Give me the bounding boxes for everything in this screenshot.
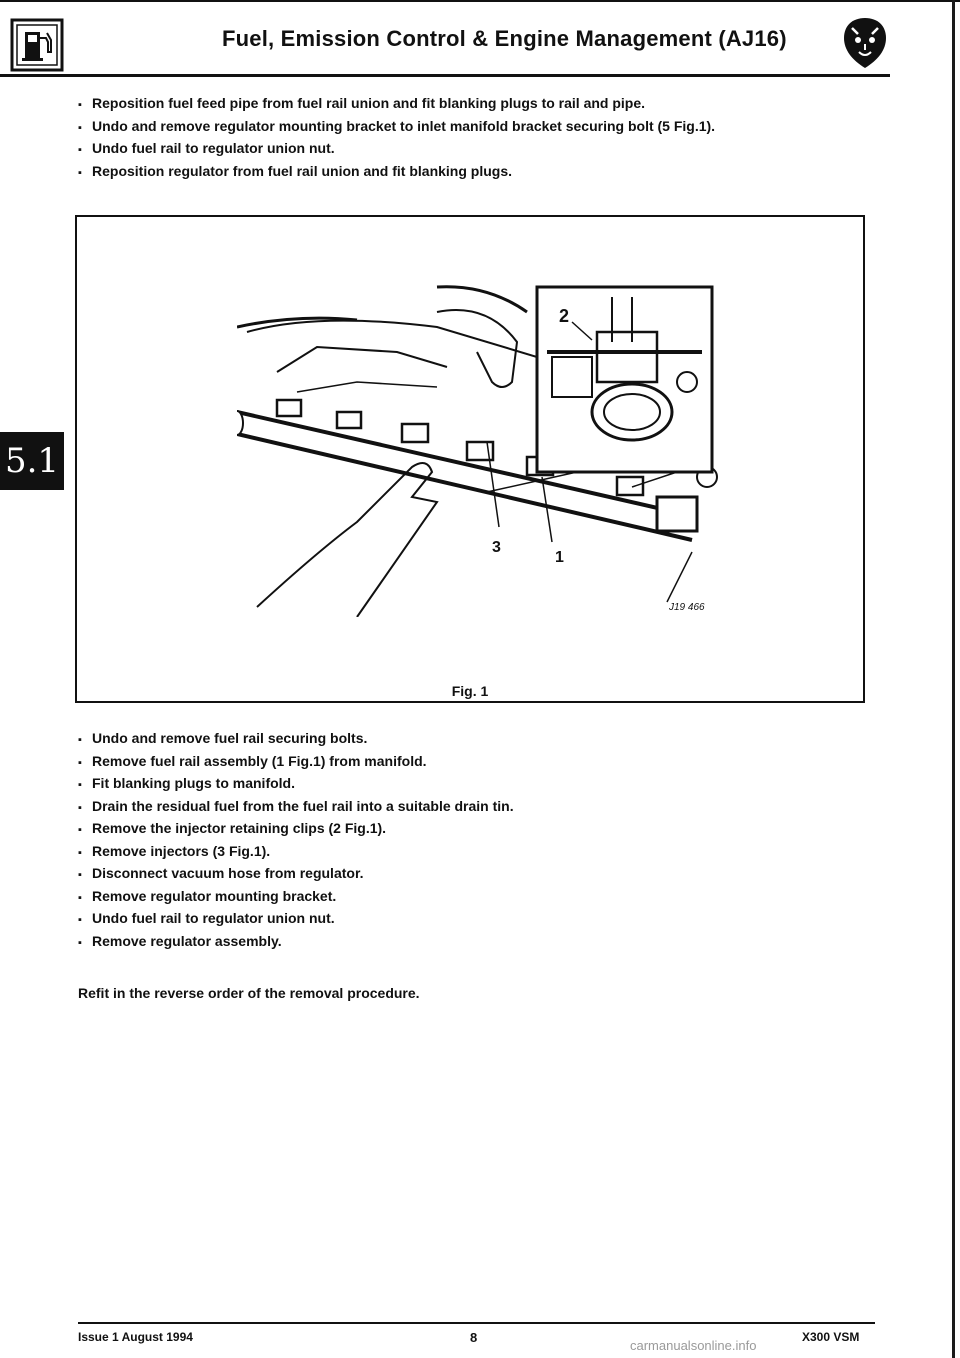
footer-issue: Issue 1 August 1994 — [78, 1330, 193, 1344]
watermark: carmanualsonline.info — [630, 1338, 757, 1353]
list-item: ▪ Remove regulator mounting bracket. — [78, 885, 514, 908]
list-item: ▪ Reposition fuel feed pipe from fuel rail union and fit blanking plugs to rail and pipe. — [78, 92, 715, 115]
callout-1: 1 — [555, 549, 564, 566]
figure-ref-code: J19 466 — [669, 602, 705, 613]
list-item: ▪ Undo fuel rail to regulator union nut. — [78, 907, 514, 930]
fuel-rail-illustration — [237, 272, 727, 617]
fuel-pump-icon — [10, 18, 64, 72]
section-tab: 5.1 — [0, 432, 64, 490]
top-border — [0, 0, 960, 2]
list-item: ▪ Remove fuel rail assembly (1 Fig.1) from manifold. — [78, 750, 514, 773]
callout-3: 3 — [492, 539, 501, 556]
page-number: 8 — [470, 1330, 478, 1345]
right-margin-rule — [952, 0, 955, 1358]
footer-rule — [78, 1322, 875, 1324]
list-item: ▪ Remove injectors (3 Fig.1). — [78, 840, 514, 863]
list-item: ▪ Remove regulator assembly. — [78, 930, 514, 953]
header-rule — [0, 74, 890, 77]
steps-after-list — [78, 727, 514, 952]
page-title: Fuel, Emission Control & Engine Management (AJ16) — [222, 26, 787, 51]
steps-before-list — [78, 92, 715, 182]
list-item: ▪ Drain the residual fuel from the fuel rail into a suitable drain tin. — [78, 795, 514, 818]
list-item: ▪ Undo and remove fuel rail securing bolts. — [78, 727, 514, 750]
list-item: ▪ Undo fuel rail to regulator union nut. — [78, 137, 715, 160]
list-item: ▪ Disconnect vacuum hose from regulator. — [78, 862, 514, 885]
jaguar-head-logo — [838, 14, 892, 72]
footer-manual: X300 VSM — [802, 1330, 860, 1344]
refit-note: Refit in the reverse order of the removal procedure. — [78, 985, 420, 1001]
callout-2: 2 — [559, 306, 570, 326]
list-item: ▪ Remove the injector retaining clips (2 Fig.1). — [78, 817, 514, 840]
list-item: ▪ Reposition regulator from fuel rail union and fit blanking plugs. — [78, 160, 715, 183]
list-item: ▪ Undo and remove regulator mounting bracket to inlet manifold bracket securing bolt (5 Fig.1). — [78, 115, 715, 138]
figure-caption: Fig. 1 — [451, 683, 489, 699]
list-item: ▪ Fit blanking plugs to manifold. — [78, 772, 514, 795]
figure-frame — [75, 215, 865, 703]
